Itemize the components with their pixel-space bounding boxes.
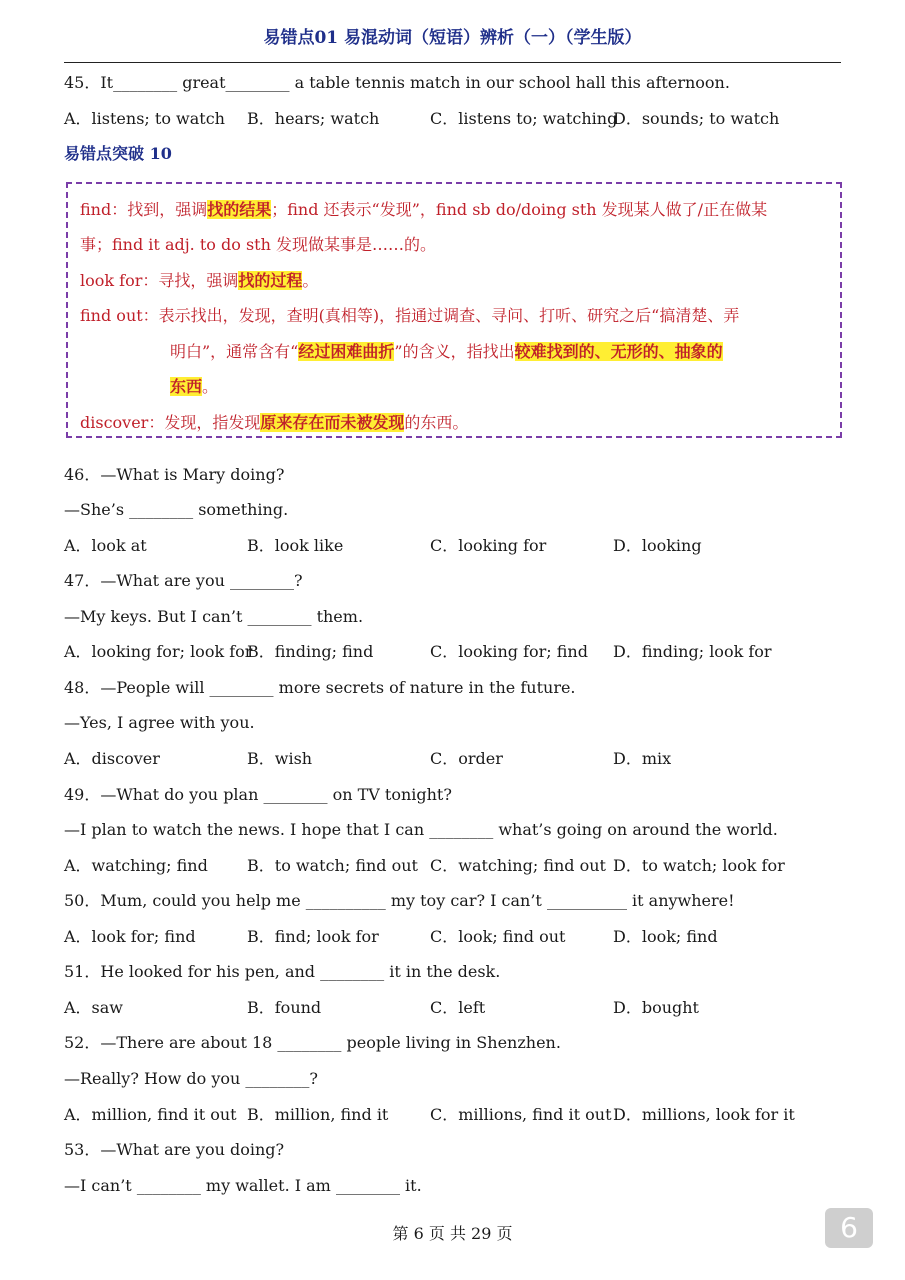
q51-option-d: D．bought	[613, 998, 699, 1017]
q47-option-d: D．finding; look for	[613, 642, 772, 661]
q48-option-b: B．wish	[247, 749, 313, 768]
q49-line2: —I plan to watch the news. I hope that I can ________ what’s going on around the world.	[64, 820, 778, 839]
note-findout-l2-b: ”的含义，指找出	[394, 342, 515, 361]
q52-option-c: C．millions, find it out	[430, 1105, 612, 1124]
note-lookfor-line	[80, 271, 318, 291]
note-findout-highlight-2: 较难找到的、无形的、抽象的	[514, 342, 723, 361]
note-findout-l3-b: 。	[202, 377, 219, 396]
q50-option-d: D．look; find	[613, 927, 718, 946]
q46-option-a: A．look at	[64, 536, 147, 555]
note-find-line2: 事；find it adj. to do sth 发现做某事是……的。	[80, 235, 436, 254]
header-title: 易错点01 易混动词（短语）辨析（一）（学生版）	[263, 28, 642, 48]
q49-option-a: A．watching; find	[64, 856, 208, 875]
q45-stem: 45．It________ great________ a table tennis match in our school hall this afternoon.	[64, 73, 730, 92]
q52-line2: —Really? How do you ________?	[64, 1069, 318, 1088]
note-find-l1-a: find：找到，强调	[80, 200, 208, 219]
q48-option-a: A．discover	[64, 749, 160, 768]
q53-line1: 53．—What are you doing?	[64, 1140, 285, 1159]
note-findout-highlight-3: 东西	[170, 377, 203, 396]
q49-line1: 49．—What do you plan ________ on TV tonight?	[64, 785, 452, 804]
note-box	[66, 182, 842, 438]
page-number-badge: 6	[825, 1208, 873, 1248]
q52-option-b: B．million, find it	[247, 1105, 389, 1124]
q48-option-c: C．order	[430, 749, 503, 768]
note-lookfor-highlight: 找的过程	[238, 271, 303, 290]
q50-option-b: B．find; look for	[247, 927, 379, 946]
note-find-line1	[80, 200, 767, 220]
q51-option-c: C．left	[430, 998, 486, 1017]
note-findout-line1: find out：表示找出，发现，查明(真相等)，指通过调查、寻问、打听、研究之后“搞清楚、弄	[80, 306, 740, 325]
q50-line1: 50．Mum, could you help me __________ my toy car? I can’t __________ it anywhere!	[64, 891, 735, 910]
q51-line1: 51．He looked for his pen, and ________ it in the desk.	[64, 962, 501, 981]
section-title: 易错点突破 10	[64, 144, 172, 163]
q52-line1: 52．—There are about 18 ________ people living in Shenzhen.	[64, 1033, 561, 1052]
q45-option-c: C．listens to; watching	[430, 109, 618, 128]
q47-line1: 47．—What are you ________?	[64, 571, 303, 590]
note-discover-a: discover：发现，指发现	[80, 413, 261, 432]
page-footer: 第 6 页 共 29 页	[392, 1224, 513, 1243]
q46-option-c: C．looking for	[430, 536, 547, 555]
q50-option-c: C．look; find out	[430, 927, 566, 946]
q46-option-d: D．looking	[613, 536, 702, 555]
q51-option-a: A．saw	[64, 998, 124, 1017]
note-find-highlight: 找的结果	[207, 200, 272, 219]
q49-option-d: D．to watch; look for	[613, 856, 785, 875]
q47-option-c: C．looking for; find	[430, 642, 588, 661]
q50-option-a: A．look for; find	[64, 927, 196, 946]
q46-line2: —She’s ________ something.	[64, 500, 289, 519]
note-find-l1-b: ；find 还表示“发现”，find sb do/doing sth 发现某人做了/正在做某	[271, 200, 768, 219]
note-lookfor-b: 。	[302, 271, 319, 290]
q45-option-d: D．sounds; to watch	[613, 109, 780, 128]
page-header	[64, 24, 841, 63]
q53-line2: —I can’t ________ my wallet. I am ________ it.	[64, 1176, 422, 1195]
q45-option-b: B．hears; watch	[247, 109, 380, 128]
q46-option-b: B．look like	[247, 536, 344, 555]
q46-line1: 46．—What is Mary doing?	[64, 465, 285, 484]
q48-line2: —Yes, I agree with you.	[64, 713, 255, 732]
q52-option-d: D．millions, look for it	[613, 1105, 795, 1124]
note-discover-highlight: 原来存在而未被发现	[260, 413, 405, 432]
q47-option-b: B．finding; find	[247, 642, 374, 661]
q47-option-a: A．looking for; look for	[64, 642, 253, 661]
q47-line2: —My keys. But I can’t ________ them.	[64, 607, 364, 626]
q49-option-c: C．watching; find out	[430, 856, 606, 875]
note-lookfor-a: look for：寻找，强调	[80, 271, 239, 290]
note-findout-l2-a: 明白”，通常含有“	[170, 342, 299, 361]
q48-option-d: D．mix	[613, 749, 672, 768]
q49-option-b: B．to watch; find out	[247, 856, 418, 875]
note-findout-highlight-1: 经过困难曲折	[298, 342, 395, 361]
q48-line1: 48．—People will ________ more secrets of nature in the future.	[64, 678, 576, 697]
note-findout-line2	[170, 342, 723, 362]
note-discover-b: 的东西。	[404, 413, 469, 432]
note-discover-line	[80, 413, 468, 433]
q45-option-a: A．listens; to watch	[64, 109, 225, 128]
q51-option-b: B．found	[247, 998, 322, 1017]
q52-option-a: A．million, find it out	[64, 1105, 237, 1124]
note-findout-line3	[170, 377, 218, 397]
